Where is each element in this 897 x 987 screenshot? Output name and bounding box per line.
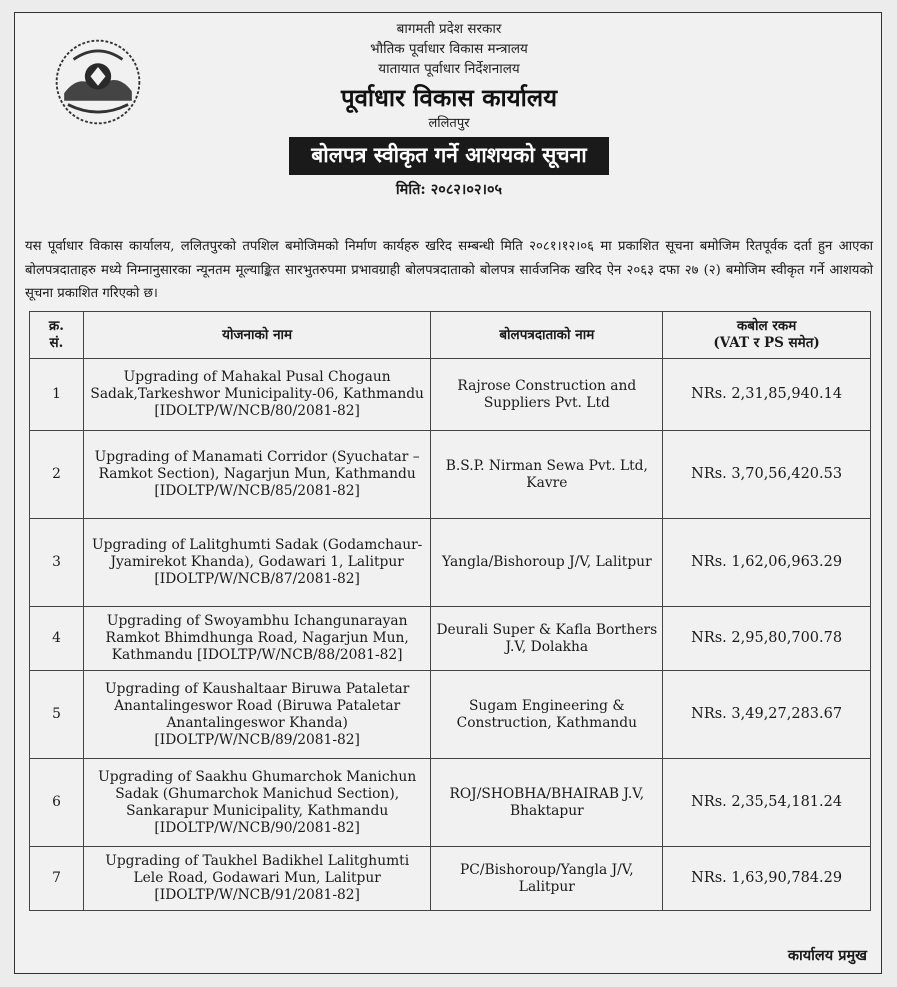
bidder-cell: ROJ/SHOBHA/BHAIRAB J.V, Bhaktapur	[431, 759, 663, 847]
notice-header	[15, 19, 883, 200]
award-table	[29, 311, 871, 911]
project-cell: Upgrading of Saakhu Ghumarchok Manichun Sadak (Ghumarchok Manichud Section), Sankarapur Municipality, Kathmandu [IDOLTP/W/NCB/90/2081-82]	[83, 759, 431, 847]
bidder-cell: B.S.P. Nirman Sewa Pvt. Ltd, Kavre	[431, 431, 663, 519]
amount-cell: NRs. 2,31,85,940.14	[663, 359, 871, 431]
table-header-row	[30, 312, 871, 359]
bidder-cell: Sugam Engineering & Construction, Kathmandu	[431, 671, 663, 759]
project-cell: Upgrading of Kaushaltaar Biruwa Pataletar Anantalingeswor Road (Biruwa Pataletar Anantalingeswor Khanda) [IDOLTP/W/NCB/89/2081-82]	[83, 671, 431, 759]
amount-cell: NRs. 1,63,90,784.29	[663, 847, 871, 911]
amount-cell: NRs. 3,49,27,283.67	[663, 671, 871, 759]
header-project: योजनाको नाम	[83, 312, 431, 359]
header-serial: क्र. सं.	[30, 312, 84, 359]
table-row	[30, 431, 871, 519]
serial-cell: 3	[30, 519, 84, 607]
project-cell: Upgrading of Manamati Corridor (Syuchatar – Ramkot Section), Nagarjun Mun, Kathmandu [IDOLTP/W/NCB/85/2081-82]	[83, 431, 431, 519]
notice-frame	[14, 12, 882, 974]
notice-date: मिति: २०८२।०२।०५	[395, 181, 503, 198]
project-cell: Upgrading of Lalitghumti Sadak (Godamchaur-Jyamirekot Khanda), Godawari 1, Lalitpur [IDOLTP/W/NCB/87/2081-82]	[83, 519, 431, 607]
bidder-cell: Yangla/Bishoroup J/V, Lalitpur	[431, 519, 663, 607]
amount-cell: NRs. 2,35,54,181.24	[663, 759, 871, 847]
serial-cell: 4	[30, 607, 84, 671]
office-name: पूर्वाधार विकास कार्यालय	[340, 83, 558, 112]
header-amount: कबोल रकम (VAT र PS समेत)	[663, 312, 871, 359]
amount-cell: NRs. 3,70,56,420.53	[663, 431, 871, 519]
bidder-cell: Deurali Super & Kafla Borthers J.V, Dolakha	[431, 607, 663, 671]
project-cell: Upgrading of Taukhel Badikhel Lalitghumti Lele Road, Godawari Mun, Lalitpur [IDOLTP/W/NCB/91/2081-82]	[83, 847, 431, 911]
table-row	[30, 847, 871, 911]
header-bidder: बोलपत्रदाताको नाम	[431, 312, 663, 359]
province-government: बागमती प्रदेश सरकार	[396, 21, 502, 37]
office-city: ललितपुर	[428, 116, 470, 131]
serial-cell: 5	[30, 671, 84, 759]
table-row	[30, 671, 871, 759]
serial-cell: 7	[30, 847, 84, 911]
amount-cell: NRs. 2,95,80,700.78	[663, 607, 871, 671]
serial-cell: 1	[30, 359, 84, 431]
ministry-name: भौतिक पूर्वाधार विकास मन्त्रालय	[370, 41, 528, 57]
project-cell: Upgrading of Swoyambhu Ichangunarayan Ramkot Bhimdhunga Road, Nagarjun Mun, Kathmandu [IDOLTP/W/NCB/88/2081-82]	[83, 607, 431, 671]
bidder-cell: Rajrose Construction and Suppliers Pvt. Ltd	[431, 359, 663, 431]
office-chief-signature: कार्यालय प्रमुख	[787, 947, 867, 964]
notice-title-banner: बोलपत्र स्वीकृत गर्ने आशयको सूचना	[289, 137, 608, 175]
intro-paragraph: यस पूर्वाधार विकास कार्यालय, ललितपुरको तपशिल बमोजिमको निर्माण कार्यहरु खरिद सम्बन्धी मिति २०८१।१२।०६ मा प्रकाशित सूचना बमोजिम रितपूर्वक दर्ता हुन आएका बोलपत्रदाताहरु मध्ये निम्नानुसारका न्यूनतम मूल्याङ्कित सारभुतरुपमा प्रभावग्राही बोलपत्रदाताको बोलपत्र सार्वजनिक खरिद ऐन २०६३ दफा २७ (२) बमोजिम स्वीकृत गर्ने आशयको सूचना प्रकाशित गरिएको छ।	[25, 239, 873, 301]
table-row	[30, 607, 871, 671]
table-row	[30, 359, 871, 431]
table-row	[30, 519, 871, 607]
serial-cell: 2	[30, 431, 84, 519]
amount-cell: NRs. 1,62,06,963.29	[663, 519, 871, 607]
bidder-cell: PC/Bishoroup/Yangla J/V, Lalitpur	[431, 847, 663, 911]
serial-cell: 6	[30, 759, 84, 847]
directorate-name: यातायात पूर्वाधार निर्देशनालय	[378, 61, 520, 77]
table-row	[30, 759, 871, 847]
project-cell: Upgrading of Mahakal Pusal Chogaun Sadak,Tarkeshwor Municipality-06, Kathmandu [IDOLTP/W/NCB/80/2081-82]	[83, 359, 431, 431]
